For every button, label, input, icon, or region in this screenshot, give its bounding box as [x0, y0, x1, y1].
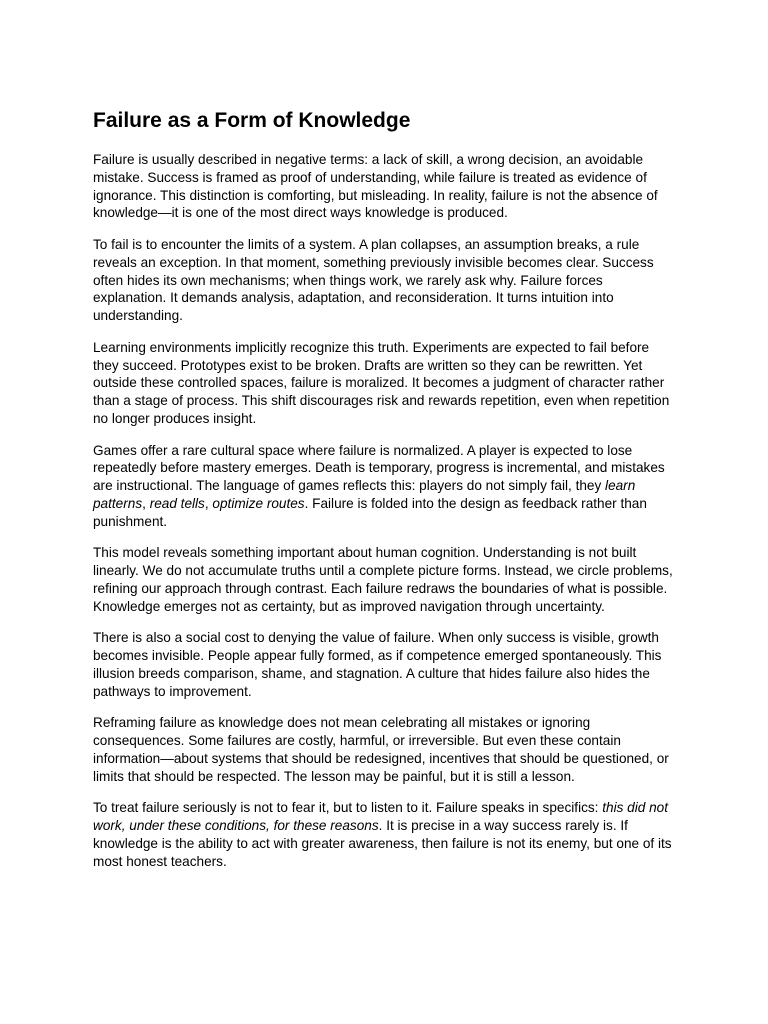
- paragraph-1: Failure is usually described in negative terms: a lack of skill, a wrong decision, an avoidable mistake. Success is framed as proof of understanding, while failure is treated as evidence of ignorance. This distinction is comforting, but misleading. In reality, failure is not the absence of knowledge—it is one of the most direct ways knowledge is produced.: [93, 152, 658, 221]
- paragraph-4-separator-2: ,: [204, 495, 213, 511]
- document-title: Failure as a Form of Knowledge: [93, 109, 411, 132]
- paragraph-7: Reframing failure as knowledge does not mean celebrating all mistakes or ignoring consequences. Some failures are costly, harmful, or irreversible. But even these contain information—about systems that should be redesigned, incentives that should be questioned, or limits that should be respected. The lesson may be painful, but it is still a lesson.: [93, 715, 669, 784]
- paragraph-4-separator-1: ,: [142, 495, 150, 511]
- paragraph-5: This model reveals something important about human cognition. Understanding is not built linearly. We do not accumulate truths until a complete picture forms. Instead, we circle problems, refining our approach through contrast. Each failure redraws the boundaries of what is possible. Knowledge emerges not as certainty, but as improved navigation through uncertainty.: [93, 545, 673, 614]
- paragraph-2: To fail is to encounter the limits of a system. A plan collapses, an assumption breaks, a rule reveals an exception. In that moment, something previously invisible becomes clear. Success often hides its own mechanisms; when things work, we rarely ask why. Failure forces explanation. It demands analysis, adaptation, and reconsideration. It turns intuition into understanding.: [93, 236, 654, 324]
- document-page: [93, 108, 678, 884]
- paragraph-6: There is also a social cost to denying the value of failure. When only success is visible, growth becomes invisible. People appear fully formed, as if competence emerged spontaneously. This illusion breeds comparison, shame, and stagnation. A culture that hides failure also hides the pathways to improvement.: [93, 630, 662, 699]
- paragraph-8: [93, 799, 678, 870]
- paragraph-4-text-start: Games offer a rare cultural space where failure is normalized. A player is expected to lose repeatedly before mastery emerges. Death is temporary, progress is incremental, and mistakes are instructional. The language of games reflects this: players do not simply fail, they: [93, 442, 665, 494]
- paragraph-4-emphasis-1: learn patterns: [93, 478, 636, 511]
- paragraph-4-emphasis-3: optimize routes: [212, 495, 305, 511]
- paragraph-4: [93, 442, 678, 531]
- paragraph-8-text-end: . It is precise in a way success rarely is. If knowledge is the ability to act with greater awareness, then failure is not its enemy, but one of its most honest teachers.: [93, 818, 672, 869]
- paragraph-8-emphasis: this did not work, under these conditions, for these reasons: [93, 800, 668, 834]
- paragraph-4-text-end: . Failure is folded into the design as feedback rather than punishment.: [93, 495, 647, 529]
- paragraph-4-emphasis-2: read tells: [149, 495, 205, 511]
- paragraph-3: Learning environments implicitly recognize this truth. Experiments are expected to fail before they succeed. Prototypes exist to be broken. Drafts are written so they can be rewritten. Yet outside these controlled spaces, failure is moralized. It becomes a judgment of character rather than a stage of process. This shift discourages risk and rewards repetition, even when repetition no longer produces insight.: [93, 339, 670, 426]
- paragraph-8-text-start: To treat failure seriously is not to fear it, but to listen to it. Failure speaks in specifics:: [93, 800, 603, 816]
